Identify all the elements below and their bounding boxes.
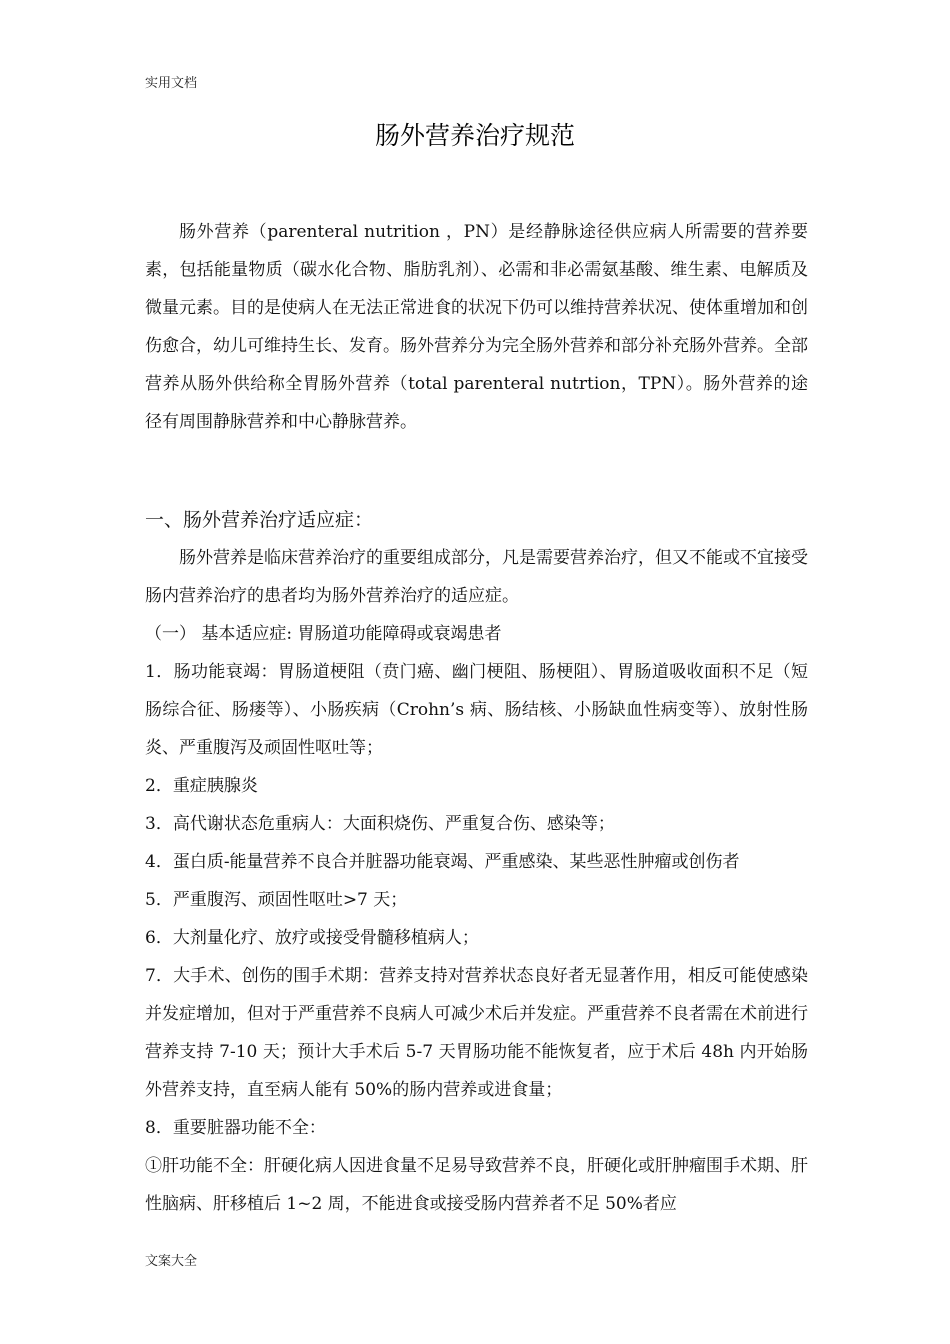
section-paragraph: 肠外营养是临床营养治疗的重要组成部分，凡是需要营养治疗，但又不能或不宜接受肠内营养治疗的患者均为肠外营养治疗的适应症。: [145, 548, 808, 606]
intro-paragraph: 肠外营养（parenteral nutrition ，PN）是经静脉途径供应病人所需要的营养要素，包括能量物质（碳水化合物、脂肪乳剂）、必需和非必需氨基酸、维生素、电解质及微量元素。目的是使病人在无法正常进食的状况下仍可以维持营养状况、使体重增加和创伤愈合，幼儿可维持生长、发育。肠外营养分为完全肠外营养和部分补充肠外营养。全部营养从肠外供给称全胃肠外营养（total parenteral nutrtion，TPN）。肠外营养的途径有周围静脉营养和中心静脉营养。: [145, 222, 808, 432]
list-item: 7．大手术、创伤的围手术期：营养支持对营养状态良好者无显著作用，相反可能使感染并发症增加，但对于严重营养不良病人可减少术后并发症。严重营养不良者需在术前进行营养支持 7-10 天；预计大手术后 5-7 天胃肠功能不能恢复者，应于术后 48h 内开始肠外营养支持，直至病人能有 50%的肠内营养或进食量；: [145, 966, 808, 1100]
list-item: 2．重症胰腺炎: [145, 776, 258, 796]
list-item: 3．高代谢状态危重病人：大面积烧伤、严重复合伤、感染等；: [145, 814, 615, 834]
list-item: 8．重要脏器功能不全：: [145, 1118, 326, 1138]
list-item: 6．大剂量化疗、放疗或接受骨髓移植病人；: [145, 928, 479, 948]
document-body: [145, 213, 808, 1223]
list-item: 4．蛋白质-能量营养不良合并脏器功能衰竭、严重感染、某些恶性肿瘤或创伤者: [145, 852, 740, 872]
page-footer: 文案大全: [145, 1254, 198, 1269]
subheading: （一） 基本适应症: 胃肠道功能障碍或衰竭患者: [145, 624, 502, 644]
section-heading: 一、肠外营养治疗适应症：: [145, 509, 374, 531]
list-item: 5．严重腹泻、顽固性呕吐>7 天；: [145, 890, 408, 910]
page-header: 实用文档: [145, 76, 198, 91]
document-title: 肠外营养治疗规范: [374, 121, 575, 150]
list-item: ①肝功能不全：肝硬化病人因进食量不足易导致营养不良，肝硬化或肝肿瘤围手术期、肝性脑病、肝移植后 1~2 周，不能进食或接受肠内营养者不足 50%者应: [145, 1156, 808, 1214]
list-item: 1．肠功能衰竭：胃肠道梗阻（贲门癌、幽门梗阻、肠梗阻）、胃肠道吸收面积不足（短肠综合征、肠瘘等）、小肠疾病（Crohn’s 病、肠结核、小肠缺血性病变等）、放射性肠炎、严重腹泻及顽固性呕吐等；: [145, 662, 808, 758]
